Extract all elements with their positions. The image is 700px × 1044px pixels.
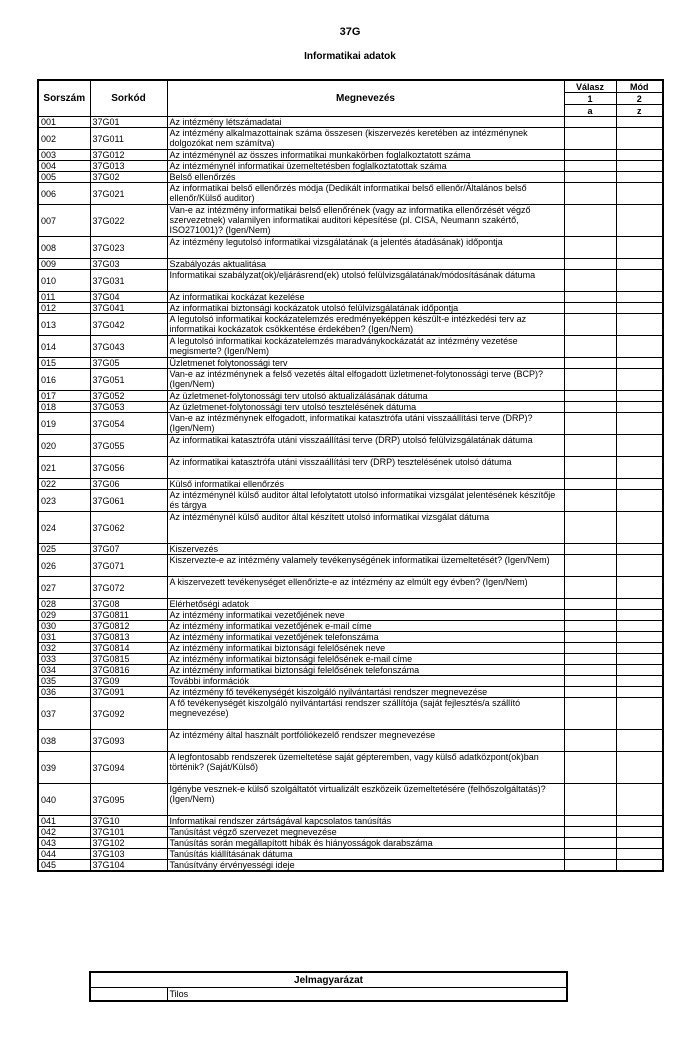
row-description: Az informatikai katasztrófa utáni visszaállítási terve (DRP) utolsó felülvizsgálatának dátuma [167,435,564,457]
row-description: Tanúsítás során megállapított hibák és hiányosságok darabszáma [167,838,564,849]
row-answer-cell[interactable] [564,292,616,303]
legend-title: Jelmagyarázat [90,972,567,988]
row-mode-cell[interactable] [616,172,663,183]
row-description: Az intézmény legutolsó informatikai vizsgálatának (a jelentés átadásának) időpontja [167,237,564,259]
row-number: 040 [38,784,90,816]
row-code: 37G0813 [90,632,167,643]
row-answer-cell[interactable] [564,161,616,172]
row-code: 37G062 [90,512,167,544]
row-answer-cell[interactable] [564,827,616,838]
row-code: 37G052 [90,391,167,402]
row-number: 004 [38,161,90,172]
row-number: 005 [38,172,90,183]
row-description: A legfontosabb rendszerek üzemeltetése saját gépteremben, vagy külső adatközpont(ok)ban történik? (Saját/Külső) [167,752,564,784]
row-mode-cell[interactable] [616,838,663,849]
row-number: 037 [38,698,90,730]
row-answer-cell[interactable] [564,128,616,150]
header-col1-number: 1 [564,93,616,105]
table-row [38,402,663,413]
row-code: 37G031 [90,270,167,292]
legend-label: Tilos [167,988,567,1002]
row-number: 001 [38,117,90,128]
row-description: Az intézmény informatikai vezetőjének e-mail címe [167,621,564,632]
row-answer-cell[interactable] [564,665,616,676]
table-row [38,314,663,336]
row-number: 032 [38,643,90,654]
row-answer-cell[interactable] [564,838,616,849]
row-answer-cell[interactable] [564,676,616,687]
row-description: Üzletmenet folytonossági terv [167,358,564,369]
row-code: 37G0816 [90,665,167,676]
row-code: 37G093 [90,730,167,752]
row-code: 37G094 [90,752,167,784]
row-answer-cell[interactable] [564,205,616,237]
row-number: 022 [38,479,90,490]
table-row [38,752,663,784]
header-col1-letter: a [564,105,616,117]
row-answer-cell[interactable] [564,150,616,161]
row-number: 016 [38,369,90,391]
row-code: 37G10 [90,816,167,827]
row-answer-cell[interactable] [564,490,616,512]
table-row [38,336,663,358]
row-mode-cell[interactable] [616,621,663,632]
row-number: 042 [38,827,90,838]
table-row [38,435,663,457]
row-description: Van-e az intézmény informatikai belső ellenőrének (vagy az informatika ellenőrzését végző szervezetnek) valamilyen informatikai auditori képesítése (pl. CISA, Neumann szakértő, ISO271001)? (Igen/Nem) [167,205,564,237]
row-answer-cell[interactable] [564,784,616,816]
header-col2-letter: z [616,105,663,117]
row-code: 37G054 [90,413,167,435]
row-number: 023 [38,490,90,512]
row-mode-cell[interactable] [616,577,663,599]
row-mode-cell[interactable] [616,435,663,457]
row-number: 036 [38,687,90,698]
row-mode-cell[interactable] [616,784,663,816]
table-row [38,849,663,860]
table-row [38,413,663,435]
row-answer-cell[interactable] [564,698,616,730]
row-description: Az intézménynél informatikai üzemeltetésben foglalkoztatottak száma [167,161,564,172]
row-code: 37G023 [90,237,167,259]
row-answer-cell[interactable] [564,632,616,643]
row-description: A fő tevékenységét kiszolgáló nyilvántartási rendszer szállítója (saját fejlesztés/a szállító megnevezése) [167,698,564,730]
row-mode-cell[interactable] [616,391,663,402]
row-number: 015 [38,358,90,369]
table-row [38,555,663,577]
row-code: 37G061 [90,490,167,512]
row-code: 37G053 [90,402,167,413]
row-mode-cell[interactable] [616,654,663,665]
table-row [38,621,663,632]
row-code: 37G0814 [90,643,167,654]
row-number: 008 [38,237,90,259]
page-title: Informatikai adatok [304,51,396,62]
row-number: 030 [38,621,90,632]
row-description: Az intézménynél az összes informatikai munkakörben foglalkoztatott száma [167,150,564,161]
row-code: 37G0815 [90,654,167,665]
table-row [38,205,663,237]
row-number: 035 [38,676,90,687]
table-row [38,838,663,849]
row-answer-cell[interactable] [564,479,616,490]
row-description: Tanúsítvány érvényességi ideje [167,860,564,872]
row-number: 013 [38,314,90,336]
row-mode-cell[interactable] [616,599,663,610]
row-answer-cell[interactable] [564,435,616,457]
row-code: 37G021 [90,183,167,205]
row-mode-cell[interactable] [616,314,663,336]
row-code: 37G07 [90,544,167,555]
row-description: Tanúsítást végző szervezet megnevezése [167,827,564,838]
row-description: Külső informatikai ellenőrzés [167,479,564,490]
row-answer-cell[interactable] [564,577,616,599]
row-number: 011 [38,292,90,303]
table-row [38,784,663,816]
row-description: Az informatikai belső ellenőrzés módja (Dedikált informatikai belső ellenőr/Általános belső ellenőr/Külső auditor) [167,183,564,205]
table-row [38,237,663,259]
row-mode-cell[interactable] [616,555,663,577]
row-answer-cell[interactable] [564,643,616,654]
row-code: 37G06 [90,479,167,490]
table-row [38,827,663,838]
table-row [38,292,663,303]
header-valasz: Válasz [564,80,616,93]
row-mode-cell[interactable] [616,479,663,490]
table-row [38,816,663,827]
table-row [38,610,663,621]
row-answer-cell[interactable] [564,172,616,183]
row-number: 026 [38,555,90,577]
row-code: 37G091 [90,687,167,698]
row-number: 017 [38,391,90,402]
table-row [38,490,663,512]
row-code: 37G051 [90,369,167,391]
row-mode-cell[interactable] [616,730,663,752]
row-code: 37G08 [90,599,167,610]
legend-swatch [90,988,167,1002]
row-number: 033 [38,654,90,665]
row-mode-cell[interactable] [616,490,663,512]
row-number: 041 [38,816,90,827]
row-description: Az üzletmenet-folytonossági terv utolsó aktualizálásának dátuma [167,391,564,402]
row-mode-cell[interactable] [616,544,663,555]
header-col2-number: 2 [616,93,663,105]
row-description: Az intézmény létszámadatai [167,117,564,128]
row-answer-cell[interactable] [564,610,616,621]
row-mode-cell[interactable] [616,117,663,128]
row-description: Az üzletmenet-folytonossági terv utolsó tesztelésének dátuma [167,402,564,413]
row-code: 37G102 [90,838,167,849]
row-answer-cell[interactable] [564,860,616,872]
row-answer-cell[interactable] [564,555,616,577]
row-number: 028 [38,599,90,610]
row-description: A legutolsó informatikai kockázatelemzés eredményeképpen készült-e intézkedési terv az informatikai kockázatok csökkentése érdekében? (Igen/Nem) [167,314,564,336]
row-mode-cell[interactable] [616,849,663,860]
row-number: 014 [38,336,90,358]
row-description: Kiszervezés [167,544,564,555]
row-mode-cell[interactable] [616,161,663,172]
row-code: 37G03 [90,259,167,270]
legend-table [89,971,568,1002]
row-mode-cell[interactable] [616,512,663,544]
row-code: 37G02 [90,172,167,183]
row-description: Az informatikai kockázat kezelése [167,292,564,303]
table-row [38,270,663,292]
row-description: Az intézménynél külső auditor által lefolytatott utolsó informatikai vizsgálat jelentésének készítője és tárgya [167,490,564,512]
header-sorkod: Sorkód [90,80,167,117]
table-row [38,599,663,610]
table-row [38,391,663,402]
row-number: 024 [38,512,90,544]
row-code: 37G0811 [90,610,167,621]
row-number: 027 [38,577,90,599]
row-answer-cell[interactable] [564,621,616,632]
row-mode-cell[interactable] [616,687,663,698]
row-answer-cell[interactable] [564,816,616,827]
row-answer-cell[interactable] [564,369,616,391]
row-mode-cell[interactable] [616,128,663,150]
table-row [38,632,663,643]
table-row [38,860,663,872]
row-number: 029 [38,610,90,621]
row-number: 034 [38,665,90,676]
table-row [38,183,663,205]
header-sorszam: Sorszám [38,80,90,117]
row-code: 37G092 [90,698,167,730]
row-answer-cell[interactable] [564,413,616,435]
row-code: 37G103 [90,849,167,860]
row-code: 37G071 [90,555,167,577]
form-code: 37G [339,26,361,38]
row-description: A kiszervezett tevékenységet ellenőrizte-e az intézmény az elmúlt egy évben? (Igen/Nem) [167,577,564,599]
row-code: 37G104 [90,860,167,872]
data-table [37,79,664,872]
row-code: 37G0812 [90,621,167,632]
row-number: 021 [38,457,90,479]
table-row [38,161,663,172]
table-row [38,687,663,698]
row-number: 020 [38,435,90,457]
row-description: Van-e az intézménynek a felső vezetés által elfogadott üzletmenet-folytonossági terve (BCP)? (Igen/Nem) [167,369,564,391]
row-description: Az informatikai katasztrófa utáni visszaállítási terv (DRP) tesztelésének utolsó dátuma [167,457,564,479]
row-answer-cell[interactable] [564,391,616,402]
row-description: Igénybe vesznek-e külső szolgáltatót virtualizált eszközeik üzemeltetésére (felhőszolgáltatás)? (Igen/Nem) [167,784,564,816]
row-code: 37G072 [90,577,167,599]
row-mode-cell[interactable] [616,827,663,838]
row-mode-cell[interactable] [616,358,663,369]
row-description: Tanúsítás kiállításának dátuma [167,849,564,860]
table-row [38,676,663,687]
table-row [38,544,663,555]
row-answer-cell[interactable] [564,303,616,314]
row-mode-cell[interactable] [616,610,663,621]
row-number: 018 [38,402,90,413]
table-row [38,303,663,314]
row-number: 012 [38,303,90,314]
row-answer-cell[interactable] [564,259,616,270]
row-description: Informatikai rendszer zártságával kapcsolatos tanúsítás [167,816,564,827]
table-row [38,117,663,128]
row-description: Szabályozás aktualitása [167,259,564,270]
row-code: 37G013 [90,161,167,172]
row-answer-cell[interactable] [564,314,616,336]
row-mode-cell[interactable] [616,205,663,237]
row-description: Az intézmény informatikai vezetőjének neve [167,610,564,621]
row-code: 37G095 [90,784,167,816]
row-answer-cell[interactable] [564,336,616,358]
row-code: 37G05 [90,358,167,369]
row-number: 044 [38,849,90,860]
row-code: 37G101 [90,827,167,838]
row-description: Az intézmény fő tevékenységét kiszolgáló nyilvántartási rendszer megnevezése [167,687,564,698]
row-description: Elérhetőségi adatok [167,599,564,610]
row-code: 37G043 [90,336,167,358]
row-description: Az intézmény alkalmazottainak száma összesen (kiszervezés keretében az intézménynek dolgozókat nem számítva) [167,128,564,150]
row-description: Kiszervezte-e az intézmény valamely tevékenységének informatikai üzemeltetését? (Igen/Nem) [167,555,564,577]
table-row [38,150,663,161]
row-answer-cell[interactable] [564,687,616,698]
row-number: 039 [38,752,90,784]
row-mode-cell[interactable] [616,860,663,872]
row-answer-cell[interactable] [564,457,616,479]
table-row [38,457,663,479]
row-code: 37G055 [90,435,167,457]
row-answer-cell[interactable] [564,402,616,413]
row-mode-cell[interactable] [616,259,663,270]
table-row [38,128,663,150]
row-number: 002 [38,128,90,150]
row-code: 37G012 [90,150,167,161]
row-mode-cell[interactable] [616,457,663,479]
row-mode-cell[interactable] [616,752,663,784]
row-answer-cell[interactable] [564,544,616,555]
row-mode-cell[interactable] [616,150,663,161]
table-body [38,117,663,872]
header-mod: Mód [616,80,663,93]
row-code: 37G09 [90,676,167,687]
row-description: Az intézmény informatikai biztonsági felelősének neve [167,643,564,654]
table-row [38,665,663,676]
row-number: 038 [38,730,90,752]
table-row [38,369,663,391]
table-row [38,730,663,752]
row-number: 003 [38,150,90,161]
row-mode-cell[interactable] [616,632,663,643]
row-code: 37G042 [90,314,167,336]
row-mode-cell[interactable] [616,676,663,687]
row-number: 025 [38,544,90,555]
table-row [38,172,663,183]
row-mode-cell[interactable] [616,292,663,303]
row-answer-cell[interactable] [564,358,616,369]
row-description: Belső ellenőrzés [167,172,564,183]
row-number: 043 [38,838,90,849]
row-mode-cell[interactable] [616,665,663,676]
row-code: 37G01 [90,117,167,128]
row-number: 009 [38,259,90,270]
row-description: Az intézmény informatikai vezetőjének telefonszáma [167,632,564,643]
row-answer-cell[interactable] [564,183,616,205]
row-mode-cell[interactable] [616,303,663,314]
row-mode-cell[interactable] [616,270,663,292]
row-answer-cell[interactable] [564,237,616,259]
row-description: További információk [167,676,564,687]
row-number: 045 [38,860,90,872]
table-row [38,512,663,544]
row-answer-cell[interactable] [564,654,616,665]
row-mode-cell[interactable] [616,413,663,435]
row-description: Az informatikai biztonsági kockázatok utolsó felülvizsgálatának időpontja [167,303,564,314]
table-row [38,479,663,490]
row-number: 019 [38,413,90,435]
row-mode-cell[interactable] [616,643,663,654]
header-megnevezes: Megnevezés [167,80,564,117]
table-row [38,654,663,665]
row-answer-cell[interactable] [564,117,616,128]
row-mode-cell[interactable] [616,336,663,358]
table-row [38,577,663,599]
row-code: 37G041 [90,303,167,314]
row-mode-cell[interactable] [616,816,663,827]
row-answer-cell[interactable] [564,270,616,292]
row-number: 006 [38,183,90,205]
table-row [38,698,663,730]
row-description: Az intézmény által használt portfóliókezelő rendszer megnevezése [167,730,564,752]
row-answer-cell[interactable] [564,512,616,544]
row-code: 37G022 [90,205,167,237]
table-row [38,643,663,654]
row-description: Az intézmény informatikai biztonsági felelősének e-mail címe [167,654,564,665]
row-description: A legutolsó informatikai kockázatelemzés maradványkockázatát az intézmény vezetése megismerte? (Igen/Nem) [167,336,564,358]
row-number: 031 [38,632,90,643]
row-answer-cell[interactable] [564,849,616,860]
row-description: Az intézménynél külső auditor által készített utolsó informatikai vizsgálat dátuma [167,512,564,544]
row-description: Az intézmény informatikai biztonsági felelősének telefonszáma [167,665,564,676]
row-description: Van-e az intézménynek elfogadott, informatikai katasztrófa utáni visszaállítási terve (DRP)? (Igen/Nem) [167,413,564,435]
row-answer-cell[interactable] [564,730,616,752]
row-code: 37G011 [90,128,167,150]
row-mode-cell[interactable] [616,698,663,730]
row-code: 37G056 [90,457,167,479]
row-description: Informatikai szabályzat(ok)/eljárásrend(ek) utolsó felülvizsgálatának/módosításának dátuma [167,270,564,292]
row-mode-cell[interactable] [616,369,663,391]
row-answer-cell[interactable] [564,752,616,784]
row-mode-cell[interactable] [616,402,663,413]
row-number: 007 [38,205,90,237]
table-row [38,358,663,369]
row-number: 010 [38,270,90,292]
row-code: 37G04 [90,292,167,303]
row-mode-cell[interactable] [616,237,663,259]
row-mode-cell[interactable] [616,183,663,205]
table-row [38,259,663,270]
row-answer-cell[interactable] [564,599,616,610]
